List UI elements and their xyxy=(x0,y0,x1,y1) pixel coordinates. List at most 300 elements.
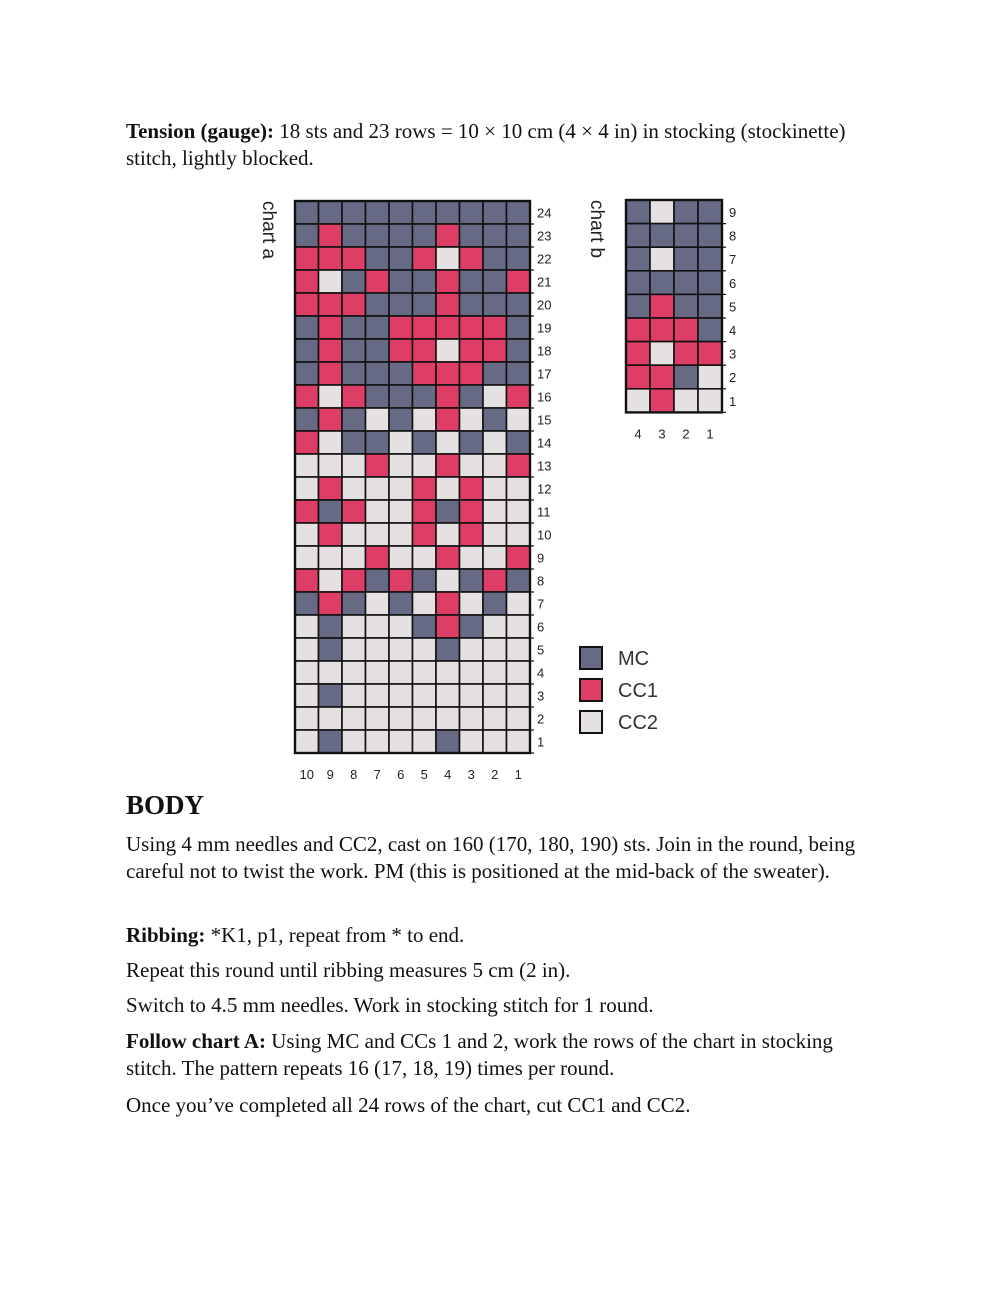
chart-a-cell xyxy=(389,362,413,385)
chart-a-cell xyxy=(295,546,319,569)
chart-a-cell xyxy=(483,201,507,224)
chart-a-cell xyxy=(366,546,390,569)
legend-swatch-cc2 xyxy=(580,711,602,733)
chart-a-cell xyxy=(483,592,507,615)
chart-b-cell xyxy=(626,342,650,366)
chart-a-cell xyxy=(342,707,366,730)
chart-b-cell xyxy=(650,200,674,224)
chart-a-cell xyxy=(319,431,343,454)
chart-a-cell xyxy=(507,339,531,362)
chart-a-cell xyxy=(342,661,366,684)
ribbing-label: Ribbing: xyxy=(126,923,206,947)
chart-a-cell xyxy=(413,546,437,569)
chart-a-cell xyxy=(460,224,484,247)
chart-a-cell xyxy=(342,546,366,569)
chart-a-cell xyxy=(413,339,437,362)
body-paragraph-cast-on: Using 4 mm needles and CC2, cast on 160 (170, 180, 190) sts. Join in the round, being careful not to twist the work. PM (this is positioned at the mid-back of the sweater). xyxy=(126,832,856,883)
chart-a-cell xyxy=(295,615,319,638)
chart-a-cell xyxy=(507,362,531,385)
chart-a-cell xyxy=(436,592,460,615)
chart-a-cell xyxy=(460,707,484,730)
chart-a-cell xyxy=(483,454,507,477)
chart-a-cell xyxy=(436,408,460,431)
chart-a-cell xyxy=(483,270,507,293)
chart-a-cell xyxy=(342,523,366,546)
chart-a-row-label: 16 xyxy=(537,389,552,405)
chart-b-cell xyxy=(650,365,674,389)
chart-b-title: chart b xyxy=(585,200,607,259)
chart-a-cell xyxy=(483,684,507,707)
chart-a-column-label: 4 xyxy=(444,767,452,780)
chart-a-column-label: 6 xyxy=(397,767,405,780)
chart-a-cell xyxy=(366,454,390,477)
chart-a-cell xyxy=(389,638,413,661)
chart-b-cell xyxy=(674,342,698,366)
chart-b-cell xyxy=(650,271,674,295)
chart-a-cell xyxy=(319,316,343,339)
chart-a-cell xyxy=(366,569,390,592)
chart-a-cell xyxy=(295,385,319,408)
chart-a-row-label: 12 xyxy=(537,481,552,497)
chart-a-cell xyxy=(436,477,460,500)
chart-a-cell xyxy=(507,638,531,661)
chart-a-cell xyxy=(460,362,484,385)
chart-a-title: chart a xyxy=(257,201,279,260)
chart-b-cell xyxy=(674,200,698,224)
chart-a-cell xyxy=(483,339,507,362)
chart-a-cell xyxy=(436,569,460,592)
chart-a-cell xyxy=(483,247,507,270)
chart-a-cell xyxy=(366,500,390,523)
chart-a-cell xyxy=(413,247,437,270)
chart-a-cell xyxy=(366,385,390,408)
chart-b-cell xyxy=(698,224,722,248)
chart-b-column-label: 2 xyxy=(682,426,690,442)
chart-a-cell xyxy=(460,431,484,454)
chart-a-cell xyxy=(389,615,413,638)
chart-a-cell xyxy=(389,247,413,270)
chart-a-row-label: 13 xyxy=(537,458,552,474)
chart-a-column-label: 2 xyxy=(491,767,499,780)
chart-a-cell xyxy=(460,454,484,477)
chart-a-cell xyxy=(413,201,437,224)
chart-b-row-label: 6 xyxy=(729,275,737,291)
chart-a-cell xyxy=(342,362,366,385)
chart-b-cell xyxy=(698,318,722,342)
chart-a-cell xyxy=(295,339,319,362)
chart-b-cell xyxy=(698,247,722,271)
chart-a-cell xyxy=(483,477,507,500)
chart-a-column-label: 3 xyxy=(467,767,475,780)
chart-a-cell xyxy=(507,454,531,477)
chart-a-cell xyxy=(507,500,531,523)
chart-a-cell xyxy=(389,684,413,707)
chart-a-cell xyxy=(366,362,390,385)
chart-a-column-label: 5 xyxy=(420,767,428,780)
chart-a-cell xyxy=(389,707,413,730)
chart-a-cell xyxy=(295,224,319,247)
chart-a-cell xyxy=(389,316,413,339)
chart-a-cell xyxy=(483,730,507,753)
chart-a-row-label: 17 xyxy=(537,366,552,382)
chart-a-cell xyxy=(413,385,437,408)
chart-a-cell xyxy=(319,684,343,707)
chart-b-cell xyxy=(674,318,698,342)
chart-a-cell xyxy=(342,201,366,224)
chart-a-cell xyxy=(389,569,413,592)
chart-a-cell xyxy=(342,408,366,431)
chart-b-cell xyxy=(674,294,698,318)
chart-a-column-label: 7 xyxy=(373,767,381,780)
chart-a-row-label: 5 xyxy=(537,642,545,658)
chart-a-cell xyxy=(295,592,319,615)
chart-a-cell xyxy=(460,638,484,661)
chart-a-cell xyxy=(507,431,531,454)
chart-a-column-label: 9 xyxy=(326,767,334,780)
chart-b-cell xyxy=(626,389,650,413)
chart-a-cell xyxy=(413,224,437,247)
chart-a-cell xyxy=(413,454,437,477)
chart-a-cell xyxy=(295,569,319,592)
chart-a-cell xyxy=(460,316,484,339)
chart-b-cell xyxy=(650,224,674,248)
chart-a-cell xyxy=(366,523,390,546)
chart-a-cell xyxy=(483,362,507,385)
chart-a-cell xyxy=(483,523,507,546)
chart-a-cell xyxy=(460,201,484,224)
chart-a-cell xyxy=(436,224,460,247)
chart-a-cell xyxy=(295,270,319,293)
chart-a-cell xyxy=(366,615,390,638)
chart-a-cell xyxy=(342,638,366,661)
chart-a-cell xyxy=(460,247,484,270)
chart-a-cell xyxy=(342,224,366,247)
chart-b-row-label: 1 xyxy=(729,393,737,409)
chart-a-cell xyxy=(366,316,390,339)
chart-b-cell xyxy=(626,294,650,318)
chart-a-cell xyxy=(295,477,319,500)
chart-a-cell xyxy=(483,431,507,454)
chart-a-cell xyxy=(507,247,531,270)
chart-a-cell xyxy=(507,661,531,684)
chart-b-cell xyxy=(674,389,698,413)
chart-a-cell xyxy=(436,247,460,270)
chart-a-cell xyxy=(319,454,343,477)
chart-a-cell xyxy=(436,385,460,408)
follow-chart-paragraph xyxy=(126,1028,856,1082)
chart-a-cell xyxy=(342,569,366,592)
chart-b-cell xyxy=(650,247,674,271)
chart-b-cell xyxy=(698,200,722,224)
chart-a-cell xyxy=(413,661,437,684)
chart-a-cell xyxy=(319,523,343,546)
chart-a-row-label: 19 xyxy=(537,320,552,336)
chart-a-cell xyxy=(389,730,413,753)
chart-b-column-label: 1 xyxy=(706,426,714,442)
chart-a-cell xyxy=(507,270,531,293)
chart-a-cell xyxy=(483,316,507,339)
chart-a-cell xyxy=(389,385,413,408)
chart-a-cell xyxy=(319,201,343,224)
chart-a-row-label: 8 xyxy=(537,573,545,589)
chart-a-cell xyxy=(319,224,343,247)
chart-b-cell xyxy=(650,318,674,342)
chart-a-row-label: 24 xyxy=(537,205,552,221)
chart-a-column-label: 10 xyxy=(299,767,314,780)
chart-a-cell xyxy=(460,500,484,523)
chart-a-cell xyxy=(413,431,437,454)
chart-a-cell xyxy=(295,408,319,431)
chart-a-cell xyxy=(436,661,460,684)
chart-a-cell xyxy=(319,661,343,684)
chart-a-cell xyxy=(295,707,319,730)
chart-b-row-label: 9 xyxy=(729,204,737,220)
chart-a-cell xyxy=(342,293,366,316)
chart-b-row-label: 4 xyxy=(729,322,737,338)
chart-a-cell xyxy=(436,270,460,293)
chart-a-cell xyxy=(413,408,437,431)
completion-paragraph: Once you’ve completed all 24 rows of the chart, cut CC1 and CC2. xyxy=(126,1093,691,1117)
chart-b-cell xyxy=(650,342,674,366)
chart-a-cell xyxy=(436,615,460,638)
chart-a-cell xyxy=(460,523,484,546)
chart-a-cell xyxy=(319,592,343,615)
chart-a-cell xyxy=(483,569,507,592)
chart-a-cell xyxy=(436,707,460,730)
chart-a-cell xyxy=(342,477,366,500)
chart-a-cell xyxy=(483,385,507,408)
chart-a-cell xyxy=(507,201,531,224)
chart-a-cell xyxy=(319,569,343,592)
chart-a-cell xyxy=(413,523,437,546)
chart-a-cell xyxy=(483,408,507,431)
chart-b-cell xyxy=(650,389,674,413)
chart-b-row-label: 8 xyxy=(729,228,737,244)
chart-a-cell xyxy=(319,638,343,661)
chart-a-cell xyxy=(366,201,390,224)
chart-a-cell xyxy=(295,684,319,707)
ribbing-paragraph xyxy=(126,922,856,949)
chart-a-cell xyxy=(295,661,319,684)
chart-a-cell xyxy=(413,270,437,293)
chart-a-cell xyxy=(483,224,507,247)
chart-a-cell xyxy=(295,730,319,753)
chart-a-cell xyxy=(366,684,390,707)
chart-b-row-label: 7 xyxy=(729,252,737,268)
chart-a-cell xyxy=(413,638,437,661)
chart-b-row-label: 3 xyxy=(729,346,737,362)
chart-a-cell xyxy=(366,477,390,500)
chart-a-cell xyxy=(295,523,319,546)
chart-b-column-label: 3 xyxy=(658,426,666,442)
chart-a-cell xyxy=(507,293,531,316)
chart-a-cell xyxy=(342,615,366,638)
chart-a-cell xyxy=(507,684,531,707)
chart-a-cell xyxy=(389,546,413,569)
chart-a-cell xyxy=(460,661,484,684)
chart-b-cell xyxy=(698,342,722,366)
chart-a-row-label: 22 xyxy=(537,251,552,267)
chart-a-cell xyxy=(295,500,319,523)
chart-a-row-label: 9 xyxy=(537,550,545,566)
chart-a-cell xyxy=(507,316,531,339)
chart-a-cell xyxy=(342,270,366,293)
chart-a-cell xyxy=(389,592,413,615)
chart-a-cell xyxy=(507,569,531,592)
legend-label-mc: MC xyxy=(618,648,650,670)
chart-a-cell xyxy=(460,615,484,638)
chart-a-cell xyxy=(460,477,484,500)
chart-a-cell xyxy=(507,707,531,730)
chart-a-row-label: 1 xyxy=(537,734,545,750)
chart-b-row-label: 5 xyxy=(729,299,737,315)
ribbing-text: *K1, p1, repeat from * to end. xyxy=(205,923,465,947)
chart-a-row-label: 10 xyxy=(537,527,552,543)
chart-a-cell xyxy=(342,684,366,707)
chart-a-cell xyxy=(483,661,507,684)
follow-chart-text: Using MC and CCs 1 and 2, work the rows of the chart in stocking stitch. The pattern repeats 16 (17, 18, 19) times per round. xyxy=(126,1029,833,1080)
chart-b-cell xyxy=(674,365,698,389)
chart-a-cell xyxy=(436,339,460,362)
chart-b-cell xyxy=(626,200,650,224)
chart-a-row-label: 21 xyxy=(537,274,552,290)
chart-a-cell xyxy=(366,224,390,247)
chart-a-cell xyxy=(366,592,390,615)
chart-a-row-label: 4 xyxy=(537,665,545,681)
chart-a-cell xyxy=(389,523,413,546)
chart-a-cell xyxy=(319,247,343,270)
chart-a-cell xyxy=(413,615,437,638)
chart-b-cell xyxy=(698,389,722,413)
chart-a-cell xyxy=(507,546,531,569)
chart-a-cell xyxy=(389,500,413,523)
chart-a-cell xyxy=(295,638,319,661)
chart-a-cell xyxy=(295,316,319,339)
chart-a-cell xyxy=(389,270,413,293)
chart-b-column-label: 4 xyxy=(634,426,642,442)
chart-a-cell xyxy=(413,362,437,385)
chart-a-cell xyxy=(295,293,319,316)
chart-a-cell xyxy=(319,339,343,362)
chart-a-cell xyxy=(389,431,413,454)
chart-a-cell xyxy=(483,500,507,523)
chart-a-cell xyxy=(319,270,343,293)
chart-a-cell xyxy=(295,454,319,477)
chart-a-cell xyxy=(460,339,484,362)
chart-b-cell xyxy=(674,271,698,295)
chart-a-cell xyxy=(389,477,413,500)
chart-a-cell xyxy=(436,316,460,339)
chart-a-cell xyxy=(507,408,531,431)
chart-a-cell xyxy=(319,385,343,408)
chart-a-cell xyxy=(366,661,390,684)
chart-a-cell xyxy=(507,523,531,546)
chart-a-row-label: 2 xyxy=(537,711,545,727)
chart-a-cell xyxy=(389,454,413,477)
chart-a-cell xyxy=(507,592,531,615)
chart-a-cell xyxy=(413,684,437,707)
chart-a-cell xyxy=(295,201,319,224)
chart-a-cell xyxy=(342,339,366,362)
chart-a-cell xyxy=(366,270,390,293)
chart-a-cell xyxy=(342,730,366,753)
chart-a-cell xyxy=(460,730,484,753)
chart-a-row-label: 3 xyxy=(537,688,545,704)
chart-a-cell xyxy=(366,247,390,270)
chart-a-cell xyxy=(319,707,343,730)
chart-a-cell xyxy=(483,293,507,316)
chart-b-row-label: 2 xyxy=(729,370,737,386)
chart-a-cell xyxy=(483,638,507,661)
chart-a-cell xyxy=(413,569,437,592)
chart-a-cell xyxy=(389,408,413,431)
chart-b-cell xyxy=(698,294,722,318)
chart-a-cell xyxy=(366,638,390,661)
chart-a-cell xyxy=(460,293,484,316)
chart-a-cell xyxy=(319,500,343,523)
chart-a-row-label: 18 xyxy=(537,343,552,359)
legend-label-cc1: CC1 xyxy=(618,680,659,702)
chart-a-cell xyxy=(436,362,460,385)
chart-a-cell xyxy=(483,546,507,569)
chart-a-cell xyxy=(389,293,413,316)
chart-b-cell xyxy=(626,247,650,271)
chart-a-column-label: 8 xyxy=(350,767,358,780)
chart-a-column-label: 1 xyxy=(514,767,522,780)
chart-a-cell xyxy=(436,454,460,477)
chart-a-cell xyxy=(460,408,484,431)
chart-a-row-label: 20 xyxy=(537,297,552,313)
chart-b-cell xyxy=(626,318,650,342)
chart-a-cell xyxy=(460,546,484,569)
chart-a-cell xyxy=(295,431,319,454)
chart-a-row-label: 11 xyxy=(537,504,551,520)
chart-a-cell xyxy=(342,454,366,477)
chart-a-cell xyxy=(319,546,343,569)
chart-a-cell xyxy=(436,638,460,661)
chart-a-cell xyxy=(507,385,531,408)
chart-a-row-label: 23 xyxy=(537,228,552,244)
chart-b-cell xyxy=(650,294,674,318)
chart-a-cell xyxy=(413,316,437,339)
chart-a-cell xyxy=(342,316,366,339)
chart-a-cell xyxy=(342,592,366,615)
chart-a-row-label: 15 xyxy=(537,412,552,428)
chart-b-cell xyxy=(674,247,698,271)
chart-a-cell xyxy=(507,477,531,500)
ribbing-repeat-paragraph: Repeat this round until ribbing measures 5 cm (2 in). xyxy=(126,958,571,982)
chart-a-cell xyxy=(436,523,460,546)
chart-a-cell xyxy=(319,408,343,431)
chart-a-cell xyxy=(436,293,460,316)
chart-a-cell xyxy=(319,293,343,316)
chart-a-cell xyxy=(319,615,343,638)
chart-a-cell xyxy=(366,707,390,730)
chart-b-cell xyxy=(626,365,650,389)
chart-a-cell xyxy=(295,247,319,270)
chart-a-cell xyxy=(413,293,437,316)
chart-a-cell xyxy=(413,730,437,753)
chart-a-cell xyxy=(366,293,390,316)
chart-a-cell xyxy=(436,431,460,454)
chart-a-cell xyxy=(483,615,507,638)
chart-a-cell xyxy=(389,201,413,224)
chart-a-row-label: 14 xyxy=(537,435,552,451)
section-heading: BODY xyxy=(126,790,205,820)
needle-switch-paragraph: Switch to 4.5 mm needles. Work in stocking stitch for 1 round. xyxy=(126,993,654,1017)
chart-a-cell xyxy=(389,224,413,247)
chart-a-row-label: 6 xyxy=(537,619,545,635)
